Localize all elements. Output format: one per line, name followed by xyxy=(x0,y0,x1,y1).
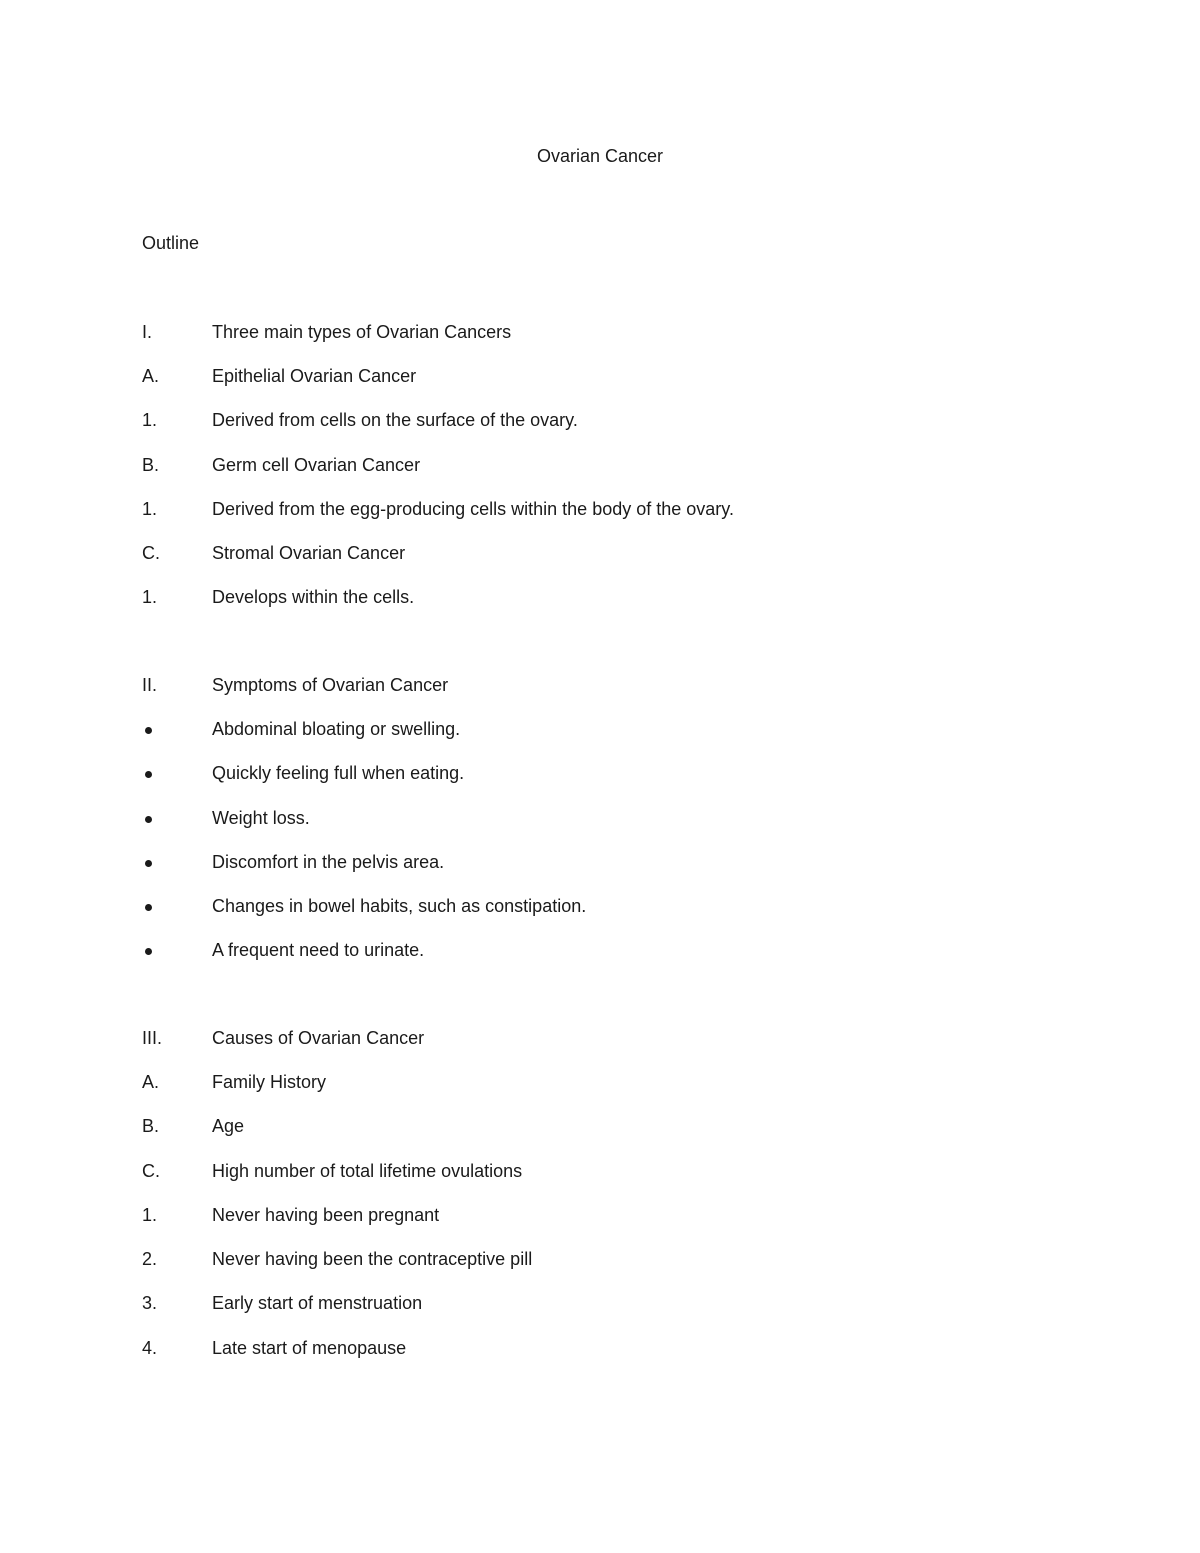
outline-marker: III. xyxy=(142,1028,163,1048)
outline-text: Weight loss. xyxy=(212,808,310,828)
outline-text: Changes in bowel habits, such as constipation. xyxy=(212,896,587,916)
outline-text: Early start of menstruation xyxy=(212,1293,423,1313)
outline-text: Symptoms of Ovarian Cancer xyxy=(212,675,449,695)
outline-text: Discomfort in the pelvis area. xyxy=(212,852,445,872)
outline-text: Late start of menopause xyxy=(212,1338,407,1358)
document-title: Ovarian Cancer xyxy=(536,146,664,166)
outline-marker: A. xyxy=(142,1072,160,1092)
outline-text: High number of total lifetime ovulations xyxy=(212,1161,523,1181)
bullet-icon xyxy=(145,771,152,778)
outline-marker: 1. xyxy=(142,410,158,430)
outline-text: Causes of Ovarian Cancer xyxy=(212,1028,425,1048)
outline-text: Epithelial Ovarian Cancer xyxy=(212,366,417,386)
outline-text: Never having been pregnant xyxy=(212,1205,440,1225)
bullet-icon xyxy=(145,948,152,955)
outline-marker: 3. xyxy=(142,1293,158,1313)
outline-marker: I. xyxy=(142,322,153,342)
outline-text: Stromal Ovarian Cancer xyxy=(212,543,406,563)
outline-text: Germ cell Ovarian Cancer xyxy=(212,455,421,475)
bullet-icon xyxy=(145,904,152,911)
outline-marker: B. xyxy=(142,1116,160,1136)
outline-text: Three main types of Ovarian Cancers xyxy=(212,322,512,342)
outline-marker: 1. xyxy=(142,587,158,607)
outline-marker: 2. xyxy=(142,1249,158,1269)
outline-heading: Outline xyxy=(142,233,200,253)
bullet-icon xyxy=(145,727,152,734)
outline-text: Derived from the egg-producing cells within the body of the ovary. xyxy=(212,499,734,519)
bullet-icon xyxy=(145,816,152,823)
outline-marker: 1. xyxy=(142,1205,158,1225)
outline-text: Age xyxy=(212,1116,245,1136)
outline-text: Develops within the cells. xyxy=(212,587,415,607)
outline-text: Never having been the contraceptive pill xyxy=(212,1249,533,1269)
outline-text: Family History xyxy=(212,1072,327,1092)
outline-text: Derived from cells on the surface of the ovary. xyxy=(212,410,578,430)
outline-marker: C. xyxy=(142,543,160,563)
outline-marker: A. xyxy=(142,366,160,386)
outline-marker: C. xyxy=(142,1161,160,1181)
outline-marker: B. xyxy=(142,455,160,475)
outline-marker: 1. xyxy=(142,499,158,519)
outline-text: A frequent need to urinate. xyxy=(212,940,425,960)
outline-marker: 4. xyxy=(142,1338,158,1358)
bullet-icon xyxy=(145,860,152,867)
outline-marker: II. xyxy=(142,675,158,695)
outline-text: Abdominal bloating or swelling. xyxy=(212,719,461,739)
outline-text: Quickly feeling full when eating. xyxy=(212,763,465,783)
